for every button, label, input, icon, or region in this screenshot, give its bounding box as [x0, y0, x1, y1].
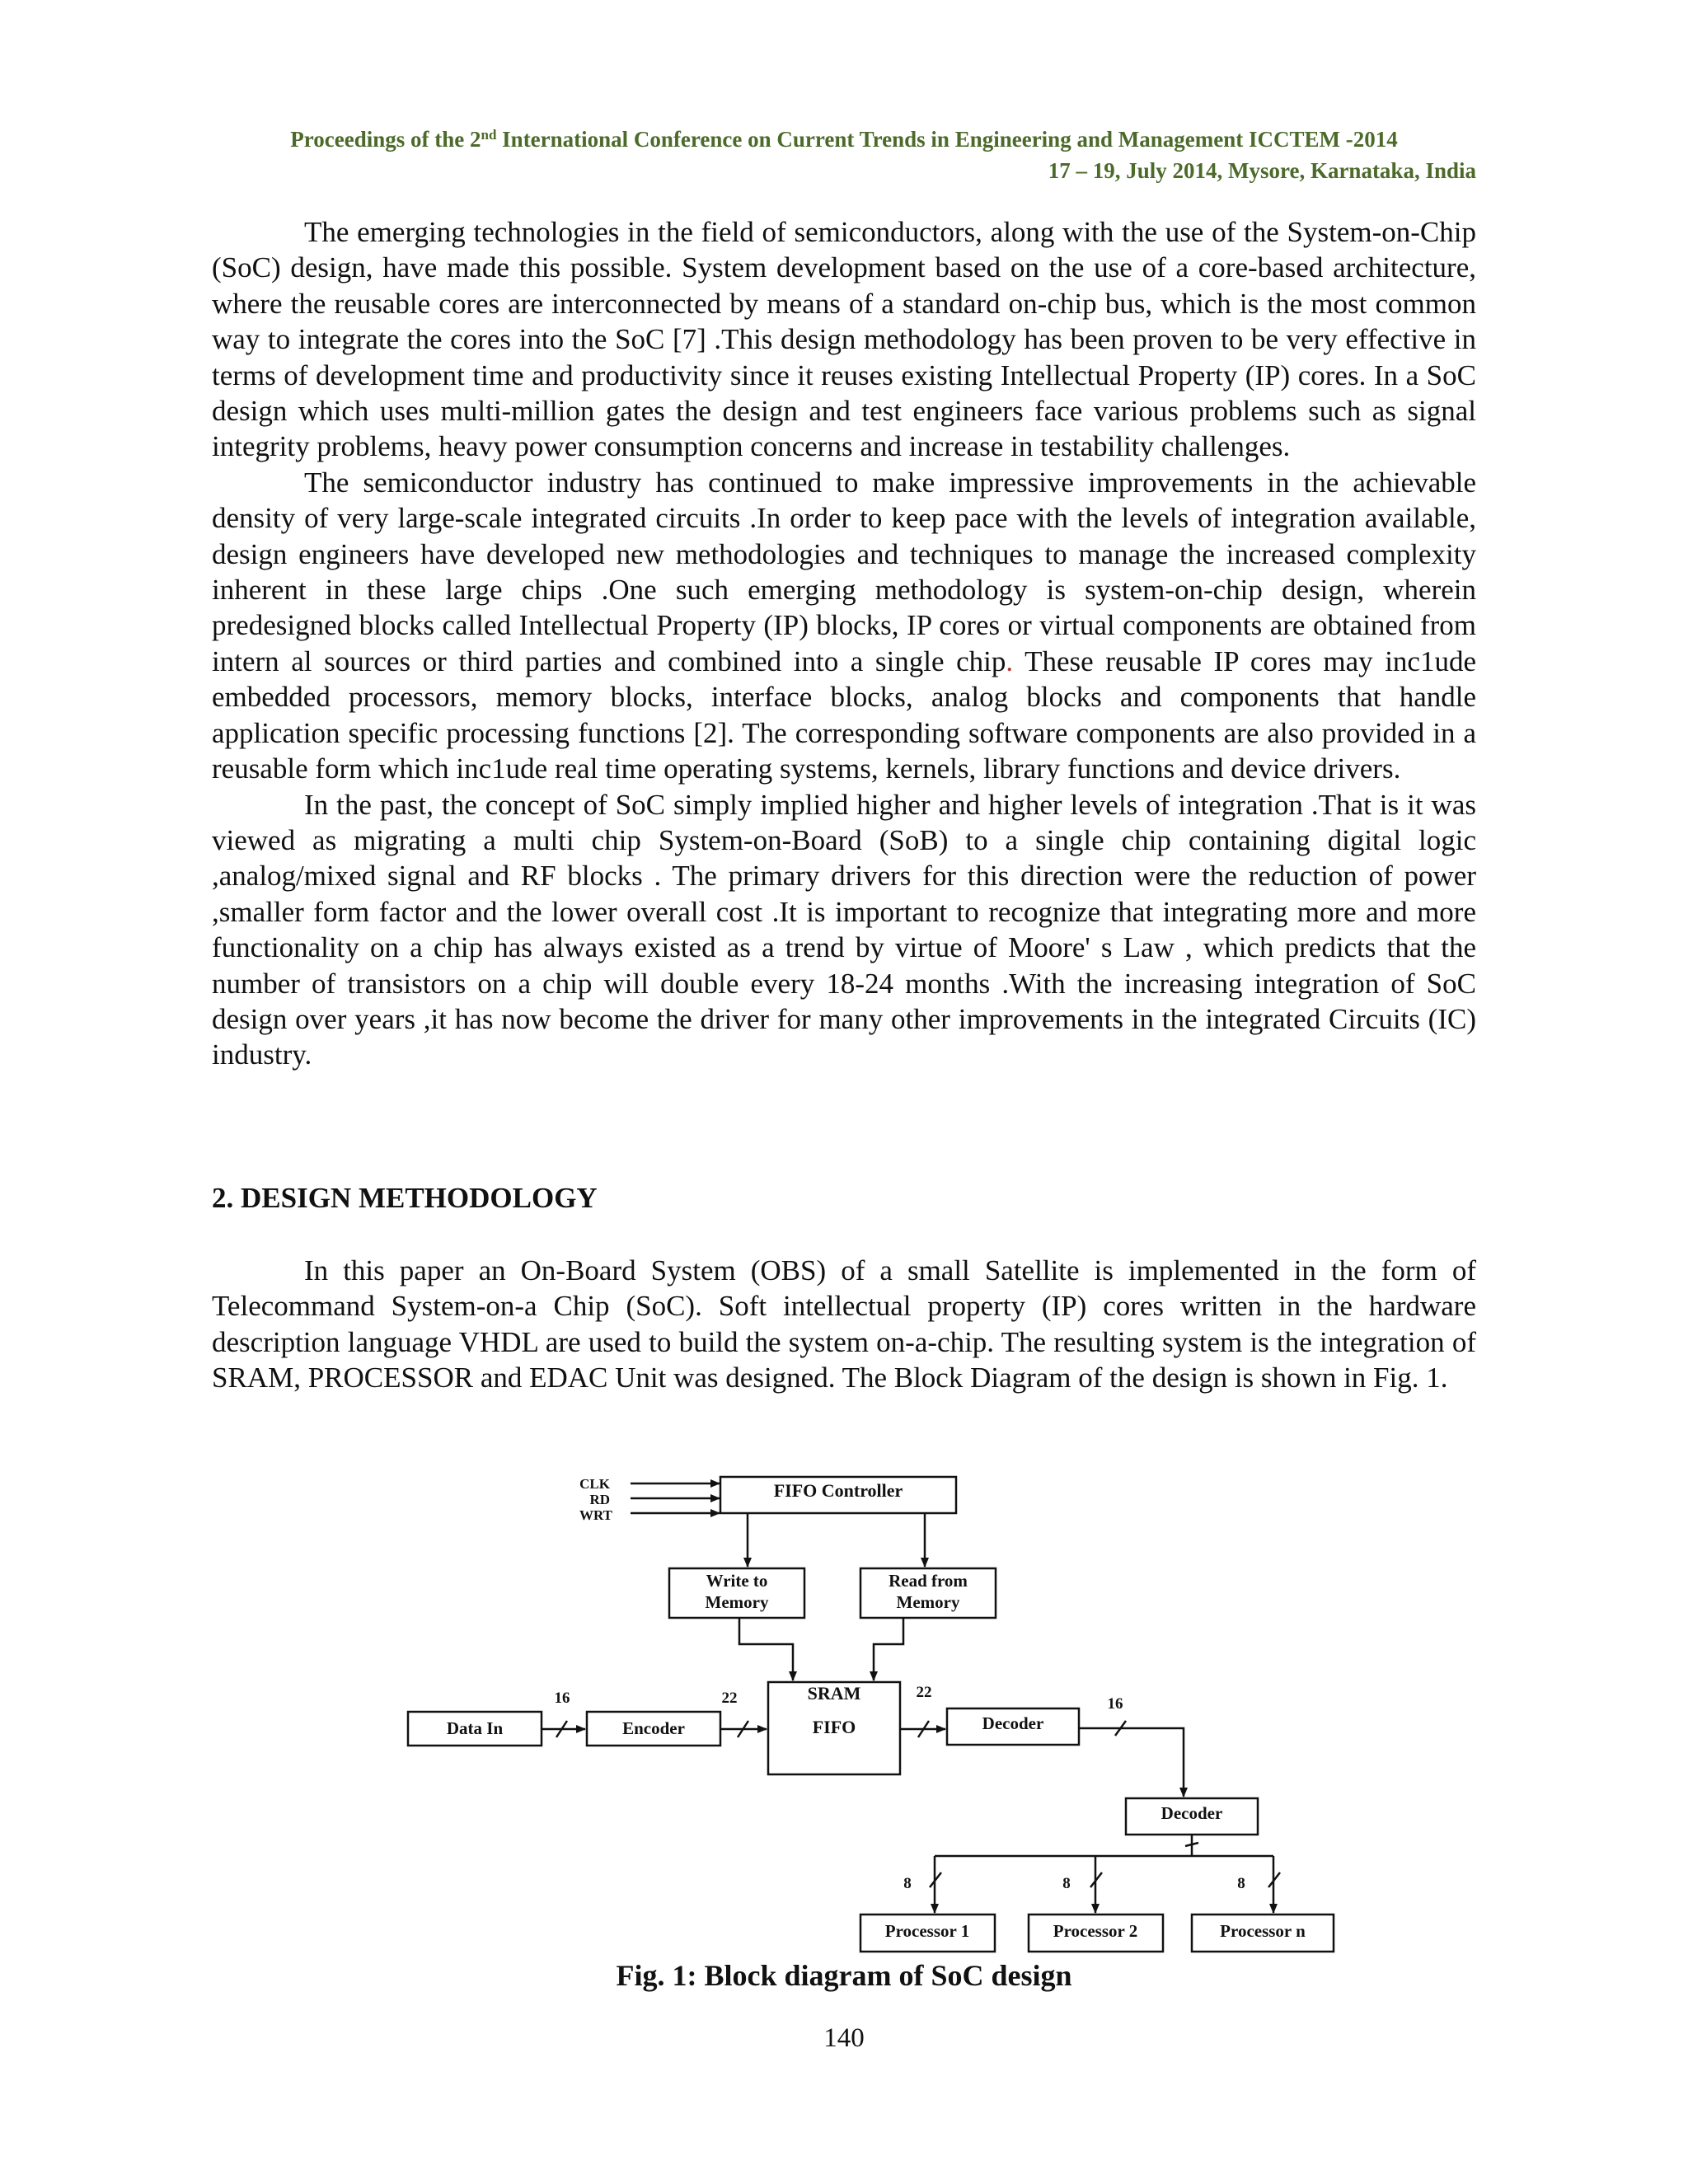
bus-width-label: 22 [721, 1690, 738, 1707]
decoder-label-2: Decoder [1160, 1803, 1223, 1823]
write-to-sram-arrow [739, 1618, 793, 1680]
bus-width-label: 16 [554, 1690, 570, 1707]
read-from-memory-label-2: Memory [896, 1592, 960, 1612]
decoder-label-1: Decoder [982, 1713, 1044, 1733]
fifo-label: FIFO [812, 1717, 856, 1737]
rd-label: RD [589, 1492, 610, 1507]
read-from-memory-label-1: Read from [889, 1571, 968, 1591]
sram-label: SRAM [807, 1683, 861, 1704]
paragraph-3: In the past, the concept of SoC simply implied higher and higher levels of integration .That is it was viewed as migrating a multi chip System-on-Board (SoB) to a single chip containing digital logic ,analog/mixed signal and RF blocks . The primary drivers for this direction were the reduction of power ,smaller form factor and the lower overall cost .It is important to recognize that integrating more and more functionality on a chip has always existed as a trend by virtue of Moore' s Law , which predicts that the number of transistors on a chip will double every 18-24 months .With the increasing integration of SoC design over years ,it has now become the driver for many other improvements in the integrated Circuits (IC) industry. [212, 788, 1476, 1071]
paragraph-2: The semiconductor industry has continued to make impressive improvements in the achievable density of very large-scale integrated circuits .In order to keep pace with the levels of integration available, design engineers have developed new methodologies and techniques to manage the increased complexity inherent in these large chips .One such emerging methodology is system-on-chip design, wherein predesigned blocks called Intellectual Property (IP) blocks, IP cores or virtual components are obtained from intern al sources or third parties and combined into a single chip. These reusable IP cores may inc1ude embedded processors, memory blocks, interface blocks, analog blocks and components that handle application specific processing functions [2]. The corresponding software components are also provided in a reusable form which inc1ude real time operating systems, kernels, library functions and device drivers. [212, 466, 1477, 785]
processor-1-label: Processor 1 [884, 1921, 970, 1941]
write-to-memory-label-2: Memory [705, 1592, 769, 1612]
paragraph-4: In this paper an On-Board System (OBS) of a small Satellite is implemented in the form of Telecommand System-on-a Chip (SoC). Soft intellectual property (IP) cores written in the hardware description language VHDL are used to build the system on-a-chip. The resulting system is the integration of SRAM, PROCESSOR and EDAC Unit was designed. The Block Diagram of the design is shown in Fig. 1. [212, 1254, 1476, 1394]
header-date-location: 17 – 19, July 2014, Mysore, Karnataka, India [1048, 158, 1476, 183]
decoder-to-decoder-arrow [1079, 1728, 1184, 1797]
encoder-label: Encoder [622, 1718, 685, 1738]
bus-width-label: 22 [916, 1684, 932, 1701]
figure-caption: Fig. 1: Block diagram of SoC design [616, 1959, 1072, 1992]
write-to-memory-label-1: Write to [706, 1571, 768, 1591]
processor-2-label: Processor 2 [1053, 1921, 1138, 1941]
data-in-label: Data In [446, 1718, 504, 1738]
bus-width-label: 8 [1062, 1875, 1071, 1892]
bus-width-label: 16 [1107, 1695, 1123, 1713]
paragraph-1: The emerging technologies in the field of semiconductors, along with the use of the System-on-Chip (SoC) design, have made this possible. System development based on the use of a core-based architecture, where the reusable cores are interconnected by means of a standard on-chip bus, which is the most common way to integrate the cores into the SoC [7] .This design methodology has been proven to be very effective in terms of development time and productivity since it reuses existing Intellectual Property (IP) cores. In a SoC design which uses multi-million gates the design and test engineers face various problems such as signal integrity problems, heavy power consumption concerns and increase in testability challenges. [212, 216, 1476, 463]
bus-width-label: 8 [903, 1875, 912, 1892]
header-conference-line: Proceedings of the 2nd International Conference on Current Trends in Engineering and Management ICCTEM -2014 [290, 127, 1398, 152]
page-number: 140 [823, 2023, 865, 2053]
section-heading: 2. DESIGN METHODOLOGY [212, 1182, 598, 1214]
processor-n-label: Processor n [1220, 1921, 1306, 1941]
fifo-controller-label: FIFO Controller [773, 1480, 903, 1501]
clk-label: CLK [579, 1476, 610, 1492]
wrt-label: WRT [579, 1507, 612, 1523]
bus-width-label: 8 [1237, 1875, 1245, 1892]
read-to-sram-arrow [874, 1618, 903, 1680]
